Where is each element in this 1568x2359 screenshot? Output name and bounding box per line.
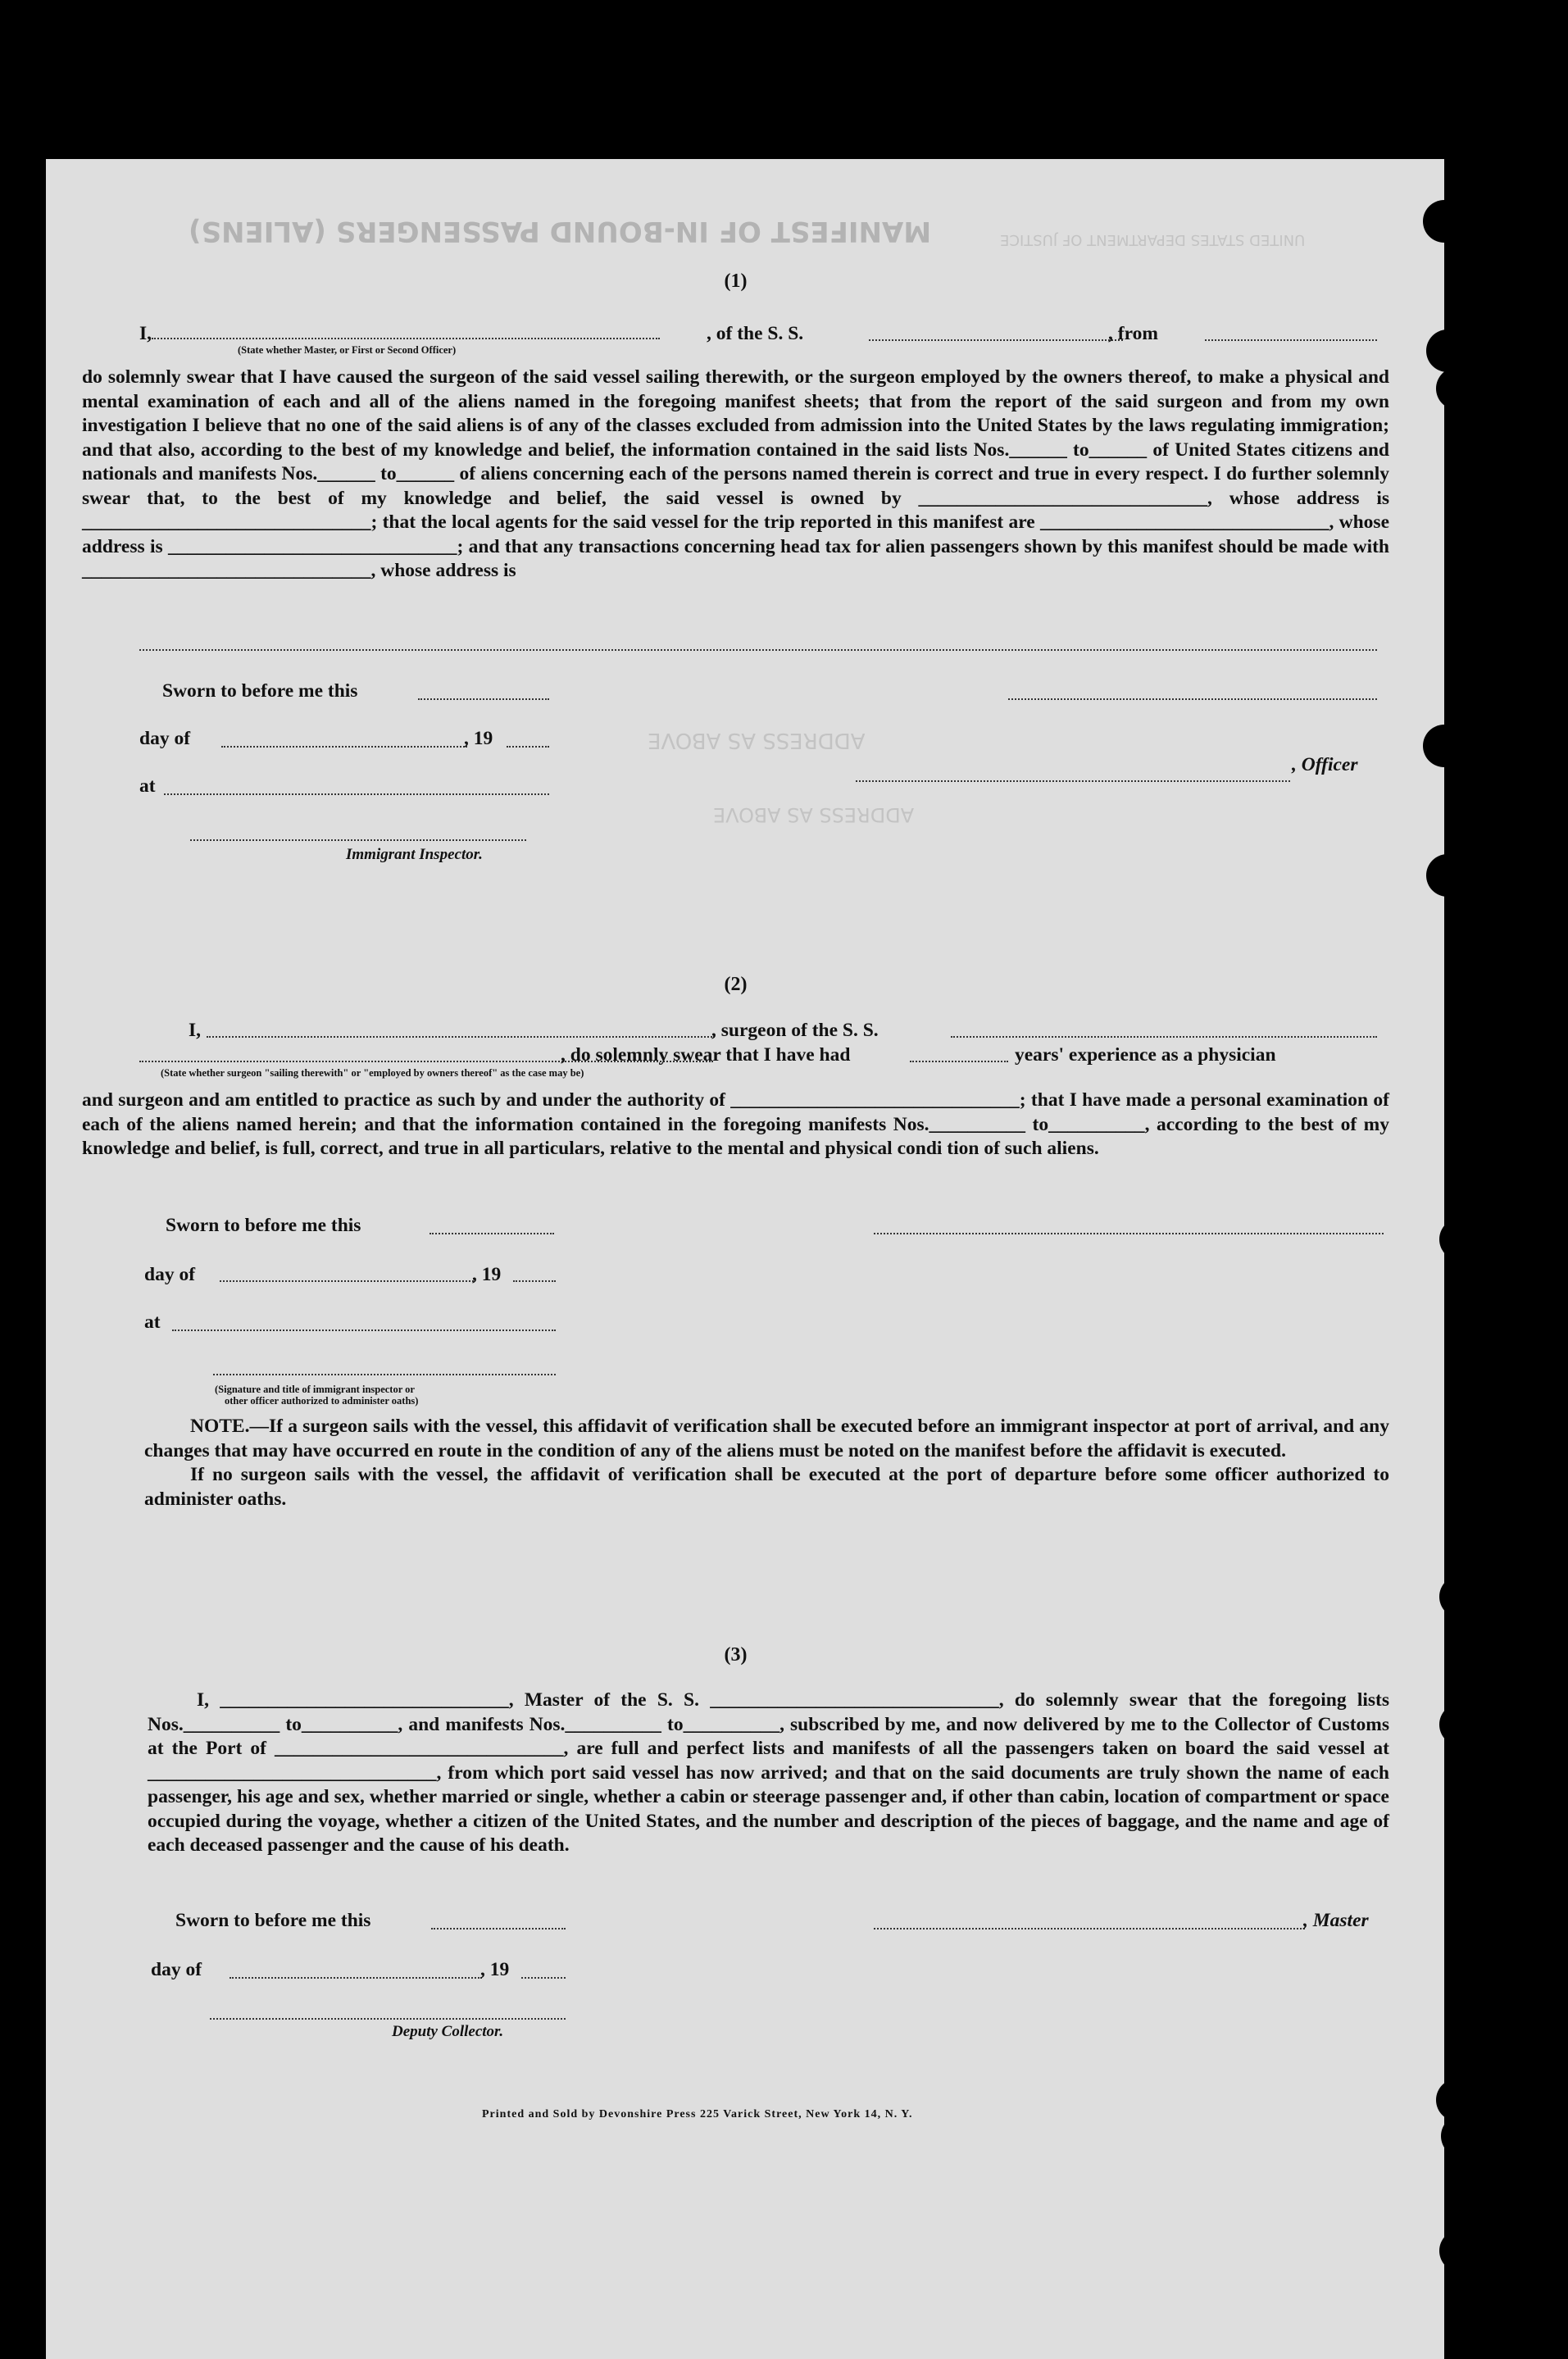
signature-caption: other officer authorized to administer oaths) <box>225 1395 419 1407</box>
years-field[interactable] <box>910 1061 1008 1062</box>
surgeon-signature-line[interactable] <box>874 1233 1384 1234</box>
note-paragraph <box>144 1415 1389 1463</box>
port-field[interactable] <box>1205 339 1377 341</box>
surgeon-swear-label: , do solemnly swear that I have had <box>561 1044 851 1066</box>
oath-line-i: I, <box>139 323 660 345</box>
collector-signature-line[interactable] <box>210 2018 566 2020</box>
day-of-label: day of <box>144 1264 196 1285</box>
years-label: years' experience as a physician <box>1015 1044 1276 1066</box>
note-paragraph-2: If no surgeon sails with the vessel, the affidavit of verification shall be executed at the port of departure before some officer authorized to administer oaths. <box>144 1464 1389 1510</box>
surgeon-ship-field[interactable] <box>951 1036 1377 1038</box>
surgeon-body: and surgeon and am entitled to practice as such by and under the authority of ______________________________; that I have made a personal examination of each of the aliens named herein; and that the information contained in the foregoing manifests Nos.__________ to__________, according to the best of my knowledge and belief, is full, correct, and true in all particulars, relative to the mental and physical condi tion of such aliens. <box>82 1089 1389 1159</box>
punch-hole <box>1439 1218 1482 1261</box>
surgeon-name-field[interactable] <box>207 1036 715 1038</box>
oath-line-from: , from <box>1108 323 1158 344</box>
year-label: , 19 <box>472 1264 502 1285</box>
bleed-through-stamp: ADDRESS AS ABOVE <box>648 728 866 752</box>
section-number: (2) <box>724 974 748 995</box>
officer-field[interactable] <box>856 780 1290 782</box>
punch-hole <box>1423 200 1466 243</box>
day-field[interactable] <box>221 746 467 748</box>
sworn-label: Sworn to before me this <box>162 680 358 702</box>
punch-hole <box>1436 367 1479 410</box>
bleed-through-title: MANIFEST OF IN-BOUND PASSENGERS (ALIENS) <box>189 215 932 248</box>
punch-hole <box>1423 725 1466 767</box>
oath-body: do solemnly swear that I have caused the surgeon of the said vessel sailing therewith, or the surgeon employed by the owners thereof, to make a physical and mental examination of each and all of the aliens named in the foregoing manifest sheets; that from the report of the said surgeon and from my own investigation I believe that no one of the said aliens is of any of the classes excluded from admission into the United States by the laws regulating immigration; and that also, according to the best of my knowledge and belief, the information contained in the said lists Nos.______ to______ of United States citizens and nationals and manifests Nos.______ to______ of aliens concerning each of the persons named therein is correct and true in every respect. I do further solemnly swear that, to the best of my knowledge and belief, the said vessel is owned by ______________________________, whose address is ______________________________; that the local agents for the said vessel for the trip reported in this manifest are ______________________________, whose address is ______________________________; and that any transactions concerning head tax for alien passengers shown by this manifest should be made with ______________________________, whose address is <box>82 366 1389 581</box>
surgeon-line-i: I, <box>189 1020 202 1041</box>
sworn-label: Sworn to before me this <box>175 1910 371 1931</box>
address-field[interactable] <box>139 649 1377 651</box>
punch-hole <box>1439 1575 1482 1618</box>
day-field[interactable] <box>220 1280 474 1282</box>
note-text: —If a surgeon sails with the vessel, this affidavit of verification shall be executed before an immigrant inspector at port of arrival, and any changes that may have occurred en route in the condition of any of the aliens must be noted on the manifest before the affidavit is executed. <box>144 1416 1389 1461</box>
inspector-signature-line[interactable] <box>213 1374 556 1375</box>
officer-signature-line[interactable] <box>1008 698 1377 700</box>
master-signature-line[interactable] <box>874 1928 1305 1929</box>
printer-imprint: Printed and Sold by Devonshire Press 225 Varick Street, New York 14, N. Y. <box>482 2108 913 2120</box>
inspector-label: Immigrant Inspector. <box>346 846 483 863</box>
year-label: , 19 <box>464 728 493 749</box>
bleed-through-stamp: ADDRESS AS ABOVE <box>713 803 915 826</box>
officer-note: (State whether Master, or First or Second Officer) <box>238 344 457 356</box>
signature-caption: (Signature and title of immigrant inspector or <box>215 1384 415 1395</box>
day-field[interactable] <box>230 1977 482 1979</box>
inspector-signature-line[interactable] <box>190 839 526 841</box>
ship-name-field[interactable] <box>869 339 1123 341</box>
master-oath-body: I, ______________________________, Master of the S. S. ______________________________, do solemnly swear that the foregoing lists Nos.__________ to__________, and manifests Nos.__________ to__________, subscribed by me, and now delivered by me to the Collector of Customs at the Port of ______________________________, are full and perfect lists and manifests of all the passengers taken on board the said vessel at ______________________________, from which port said vessel has now arrived; and that on the said documents are truly shown the name of each passenger, his age and sex, whether married or single, whether a cabin or steerage passenger and, if other than cabin, location of compartment or space occupied during the voyage, whether a citizen of the United States, and the number and description of the pieces of baggage, and the name and age of each deceased passenger and the cause of his death. <box>148 1689 1389 1856</box>
oath-line-of-ss: , of the S. S. <box>707 323 804 344</box>
sworn-label: Sworn to before me this <box>166 1215 361 1236</box>
at-label: at <box>144 1311 161 1333</box>
note-label: NOTE. <box>190 1416 250 1437</box>
punch-hole <box>1426 854 1469 897</box>
deputy-collector-label: Deputy Collector. <box>392 2023 504 2040</box>
punch-hole <box>1441 2115 1484 2157</box>
punch-hole <box>1439 1703 1482 1746</box>
officer-label: , Officer <box>1292 754 1358 775</box>
year-field[interactable] <box>513 1280 556 1282</box>
surgeon-ss-label: , surgeon of the S. S. <box>711 1020 879 1041</box>
year-label: , 19 <box>480 1959 510 1980</box>
at-label: at <box>139 775 156 797</box>
bleed-through-header: UNITED STATES DEPARTMENT OF JUSTICE <box>1000 231 1306 248</box>
punch-hole <box>1426 330 1469 372</box>
punch-hole <box>1439 2229 1482 2272</box>
master-label: , Master <box>1303 1910 1369 1931</box>
year-field[interactable] <box>521 1977 566 1979</box>
at-field[interactable] <box>164 793 549 795</box>
day-of-label: day of <box>151 1959 202 1980</box>
at-field[interactable] <box>172 1329 556 1331</box>
section-number: (1) <box>724 270 748 292</box>
sworn-date-field[interactable] <box>418 698 549 700</box>
sworn-date-field[interactable] <box>431 1928 566 1929</box>
day-of-label: day of <box>139 728 191 749</box>
year-field[interactable] <box>507 746 549 748</box>
surgeon-note: (State whether surgeon "sailing therewith" or "employed by owners thereof" as the case may be) <box>161 1067 584 1079</box>
section-number: (3) <box>724 1644 748 1666</box>
sworn-date-field[interactable] <box>429 1233 554 1234</box>
